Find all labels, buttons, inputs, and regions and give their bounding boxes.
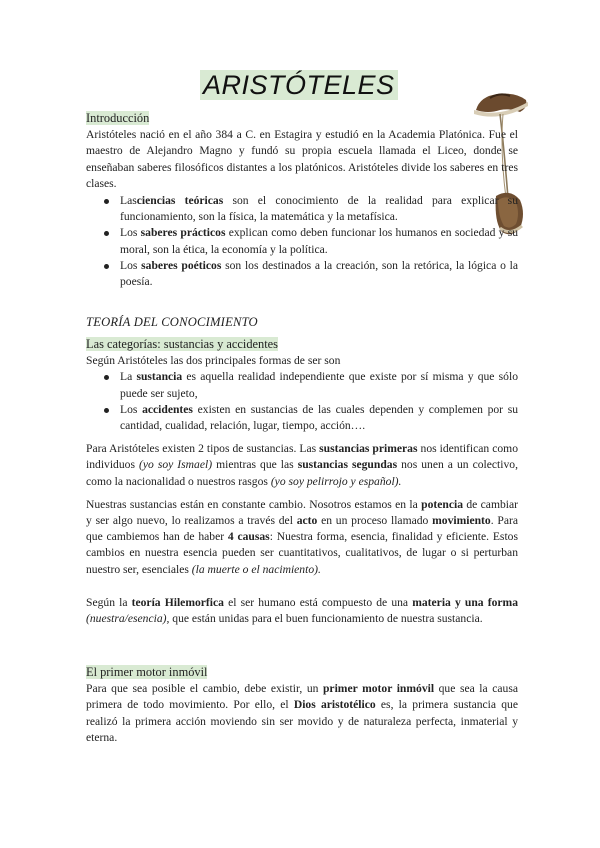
text-run: Para que sea posible el cambio, debe existir, un — [86, 682, 323, 696]
text-run: . Para que cambiemos han de haber — [86, 514, 518, 544]
bullet-text: Los — [120, 402, 143, 416]
theory-section — [86, 314, 518, 330]
intro-paragraph: Aristóteles nació en el año 384 a C. en Estagira y estudió en la Academia Platónica. Fue el maestro de Alejandro Magno y fundó su propia escuela llamada el Liceo, donde se enseñaban saberes filosóficos distantes a los platónicos. Aristóteles divide los saberes en tres clases. — [86, 128, 518, 190]
text-run: que sea la causa primera de todo movimiento. Por ello, el — [86, 682, 518, 712]
bullet-bold: saberes prácticos — [140, 226, 226, 240]
change-paragraph — [86, 497, 518, 578]
bold-run: movimiento — [432, 514, 491, 528]
title-block — [200, 70, 398, 100]
bullet-text: Los — [120, 258, 142, 272]
text-run: Para Aristóteles existen 2 tipos de sustancias. Las — [86, 442, 320, 456]
text-run: es, la primera sustancia que realizó la primera acción moviendo sin ser movido y de naturaleza perfecta, inmaterial y eterna. — [86, 698, 518, 744]
text-run: Según la — [86, 595, 132, 609]
bold-run: sustancias primeras — [319, 442, 418, 456]
italic-run: (yo soy Ismael) — [138, 458, 213, 472]
bold-run: sustancias segundas — [297, 458, 398, 472]
italic-run: (nuestra/esencia), — [86, 612, 170, 626]
bold-run: teoría Hilemorfica — [131, 595, 224, 609]
bold-run: Dios aristotélico — [293, 698, 376, 712]
italic-run: (la muerte o el nacimiento). — [191, 562, 321, 576]
bold-run: materia y una forma — [412, 595, 518, 609]
intro-bullet-list — [86, 193, 518, 290]
bullet-text: existen en sustancias de las cuales dependen y complemen por su cantidad, cualidad, relación, lugar, tiempo, acción…. — [120, 402, 519, 433]
bullet-bold: saberes poéticos — [141, 258, 222, 272]
text-run: el ser humano está compuesto de una — [223, 595, 413, 609]
bullet-text: explican como deben funcionar los humanos en sociedad y su moral, son la ética, la economía y la política. — [120, 226, 518, 256]
categories-section — [86, 336, 518, 627]
intro-section — [86, 110, 518, 290]
categories-heading: Las categorías: sustancias y accidentes — [86, 337, 278, 351]
text-run: nos identifican como individuos — [86, 442, 518, 472]
substances-paragraph — [86, 441, 518, 490]
text-run: en un proceso llamado — [317, 514, 433, 528]
categories-bullet-list — [86, 369, 518, 434]
bold-run: primer motor inmóvil — [322, 682, 435, 696]
bullet-text: La — [120, 370, 137, 384]
list-item — [120, 193, 518, 225]
page-title: ARISTÓTELES — [200, 70, 398, 100]
motor-heading: El primer motor inmóvil — [86, 665, 208, 679]
bullet-text: son los destinados a la creación, son la retórica, la lógica o la poesía. — [120, 258, 519, 289]
bold-run: potencia — [421, 497, 464, 511]
categories-lead: Según Aristóteles las dos principales formas de ser son — [86, 354, 341, 368]
bullet-bold: accidentes — [142, 402, 193, 416]
text-run: mientras que las — [212, 458, 298, 472]
list-item — [120, 369, 518, 401]
bullet-text: es aquella realidad independiente que existe por sí misma y que sólo puede ser sujeto, — [120, 370, 518, 400]
motor-paragraph — [86, 681, 518, 746]
list-item — [120, 225, 518, 257]
intro-heading: Introducción — [86, 111, 150, 125]
bullet-text: son el conocimiento de la realidad para explicar su funcionamiento, son la física, la matemática y la metafísica. — [120, 194, 518, 224]
text-run: Nuestras sustancias están en constante cambio. Nosotros estamos en la — [86, 497, 422, 511]
text-run: que están unidas para el buen funcionamiento de nuestra sustancia. — [169, 612, 483, 626]
italic-run: (yo soy pelirrojo y español). — [270, 474, 402, 488]
bullet-bold: ciencias teóricas — [136, 194, 224, 208]
bold-run: acto — [296, 514, 318, 528]
text-run: : Nuestra forma, esencia, finalidad y eficiente. Estos cambios en nuestra esencia pueden ser cuantitativos, cualitativos, de lugar o si perturban nuestro ser, esenciales — [86, 530, 518, 576]
motor-section — [86, 664, 518, 746]
bold-run: 4 causas — [227, 530, 270, 544]
list-item — [120, 402, 518, 434]
bullet-bold: sustancia — [136, 370, 183, 384]
section-title: TEORÍA DEL CONOCIMIENTO — [86, 315, 258, 329]
hylomorphic-paragraph — [86, 595, 518, 627]
bullet-text: Las — [120, 194, 137, 208]
list-item — [120, 258, 518, 290]
text-run: nos unen a un colectivo, como la nacionalidad o nuestros rasgos — [86, 458, 518, 488]
bullet-text: Los — [120, 226, 141, 240]
text-run: de cambiar y ser algo nuevo, lo realizamos a través del — [86, 497, 518, 528]
